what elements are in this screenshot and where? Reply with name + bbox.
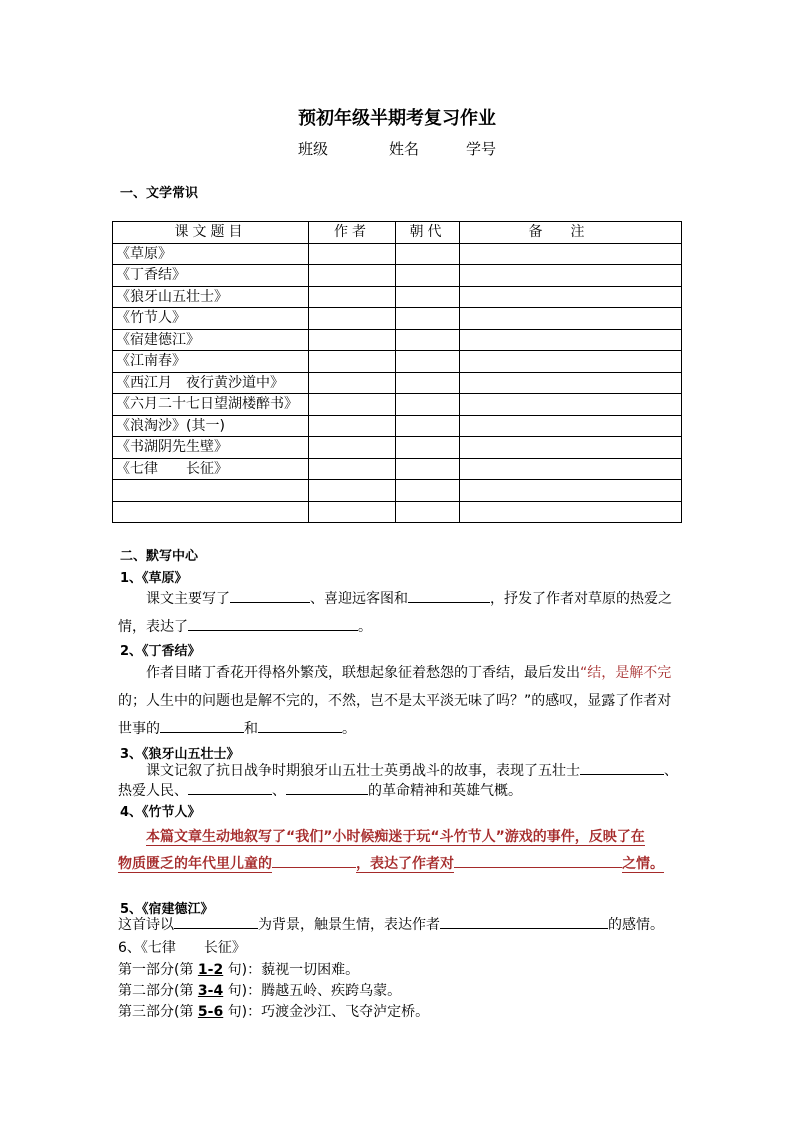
row-title: 《草原》 xyxy=(113,243,309,265)
table-row xyxy=(113,243,682,265)
row-title: 《丁香结》 xyxy=(113,265,309,287)
item-label-zhujie: 4、《竹节人》 xyxy=(120,805,201,820)
paragraph-dingxiang-3: 世事的 和 。 xyxy=(118,716,688,742)
fill-blank[interactable] xyxy=(272,853,356,868)
author-cell[interactable] xyxy=(309,286,396,308)
dynasty-cell[interactable] xyxy=(396,415,460,437)
table-row xyxy=(113,308,682,330)
row-title: 《江南春》 xyxy=(113,351,309,373)
row-title: 《竹节人》 xyxy=(113,308,309,330)
fill-blank[interactable] xyxy=(286,780,368,795)
notes-cell[interactable] xyxy=(460,415,682,437)
paragraph-zhujie: 本篇文章生动地叙写了“我们”小时候痴迷于玩“斗竹节人”游戏的事件，反映了在 xyxy=(146,829,645,845)
class-label: 班级 xyxy=(298,140,329,158)
table-row xyxy=(113,329,682,351)
header-notes: 备注 xyxy=(460,222,682,244)
author-cell[interactable] xyxy=(309,308,396,330)
row-title: 《宿建德江》 xyxy=(113,329,309,351)
fill-blank[interactable] xyxy=(454,853,622,868)
notes-cell[interactable] xyxy=(460,372,682,394)
notes-cell[interactable] xyxy=(460,394,682,416)
table-row xyxy=(113,351,682,373)
author-cell[interactable] xyxy=(309,372,396,394)
row-title: 《西江月 夜行黄沙道中》 xyxy=(113,372,309,394)
table-row xyxy=(113,437,682,459)
notes-cell[interactable] xyxy=(460,308,682,330)
notes-cell[interactable] xyxy=(460,329,682,351)
row-title: 《狼牙山五壮士》 xyxy=(113,286,309,308)
row-title: 《书湖阴先生壁》 xyxy=(113,437,309,459)
author-cell[interactable] xyxy=(309,437,396,459)
table-row xyxy=(113,286,682,308)
row-title[interactable] xyxy=(113,501,309,523)
section1-heading: 一、文学常识 xyxy=(120,186,199,201)
item-label-changzheng: 6、《七律 长征》 xyxy=(118,940,246,956)
paragraph-caoyuan-2: 情，表达了 。 xyxy=(118,614,688,640)
fill-blank[interactable] xyxy=(258,718,342,733)
author-cell[interactable] xyxy=(309,265,396,287)
item-label-caoyuan: 1、《草原》 xyxy=(120,571,188,586)
fill-blank[interactable] xyxy=(188,616,358,631)
dynasty-cell[interactable] xyxy=(396,329,460,351)
paragraph-dingxiang-2: 的；人生中的问题也是解不完的，不然，岂不是太平淡无味了吗？”的感叹，显露了作者对 xyxy=(118,693,672,709)
paragraph-sujiande: 这首诗以 为背景，触景生情，表达作者 的感情。 xyxy=(118,914,688,936)
table-row xyxy=(113,458,682,480)
notes-cell[interactable] xyxy=(460,458,682,480)
row-title: 《七律 长征》 xyxy=(113,458,309,480)
paragraph-langya-2: 热爱人民、 、 的革命精神和英雄气概。 xyxy=(118,780,688,801)
dynasty-cell[interactable] xyxy=(396,480,460,502)
author-cell[interactable] xyxy=(309,329,396,351)
table-row xyxy=(113,394,682,416)
row-title: 《六月二十七日望湖楼醉书》 xyxy=(113,394,309,416)
author-cell[interactable] xyxy=(309,394,396,416)
changzheng-part: 第三部分(第 5-6 句)：巧渡金沙江、飞夺泸定桥。 xyxy=(118,1004,430,1020)
notes-cell[interactable] xyxy=(460,265,682,287)
author-cell[interactable] xyxy=(309,458,396,480)
header-dynasty: 朝代 xyxy=(396,222,460,244)
fill-blank[interactable] xyxy=(230,588,310,603)
paragraph-dingxiang: 作者目睹丁香花开得格外繁茂，联想起象征着愁怨的丁香结，最后发出“结，是解不完 xyxy=(146,665,672,681)
fill-blank[interactable] xyxy=(188,780,272,795)
student-id-label: 学号 xyxy=(466,140,497,158)
dynasty-cell[interactable] xyxy=(396,394,460,416)
row-title: 《浪淘沙》(其一) xyxy=(113,415,309,437)
dynasty-cell[interactable] xyxy=(396,286,460,308)
table-row xyxy=(113,480,682,502)
notes-cell[interactable] xyxy=(460,501,682,523)
dynasty-cell[interactable] xyxy=(396,437,460,459)
author-cell[interactable] xyxy=(309,480,396,502)
notes-cell[interactable] xyxy=(460,480,682,502)
author-cell[interactable] xyxy=(309,415,396,437)
notes-cell[interactable] xyxy=(460,437,682,459)
fill-blank[interactable] xyxy=(440,914,608,929)
section2-heading: 二、默写中心 xyxy=(120,549,199,564)
table-row xyxy=(113,265,682,287)
table-header-row xyxy=(113,222,682,244)
dynasty-cell[interactable] xyxy=(396,243,460,265)
changzheng-part: 第一部分(第 1-2 句)：藐视一切困难。 xyxy=(118,962,360,978)
author-cell[interactable] xyxy=(309,351,396,373)
paragraph-caoyuan: 课文主要写了 、喜迎远客图和 ，抒发了作者对草原的热爱之 xyxy=(118,586,688,612)
paragraph-zhujie-2: 物质匮乏的年代里儿童的 ，表达了作者对 之情。 xyxy=(118,851,688,877)
dynasty-cell[interactable] xyxy=(396,265,460,287)
table-row xyxy=(113,415,682,437)
table-row xyxy=(113,501,682,523)
header-title: 课文题目 xyxy=(113,222,309,244)
notes-cell[interactable] xyxy=(460,243,682,265)
fill-blank[interactable] xyxy=(580,760,664,775)
name-label: 姓名 xyxy=(389,140,420,158)
changzheng-part: 第二部分(第 3-4 句)：腾越五岭、疾跨乌蒙。 xyxy=(118,983,402,999)
item-label-langya: 3、《狼牙山五壮士》 xyxy=(120,747,240,762)
header-author: 作者 xyxy=(309,222,396,244)
item-label-sujiande: 5、《宿建德江》 xyxy=(120,902,214,917)
dynasty-cell[interactable] xyxy=(396,308,460,330)
row-title[interactable] xyxy=(113,480,309,502)
fill-blank[interactable] xyxy=(160,718,244,733)
dynasty-cell[interactable] xyxy=(396,501,460,523)
literature-table xyxy=(112,221,682,523)
item-label-dingxiang: 2、《丁香结》 xyxy=(120,644,201,659)
dynasty-cell[interactable] xyxy=(396,458,460,480)
paragraph-langya: 课文记叙了抗日战争时期狼牙山五壮士英勇战斗的故事，表现了五壮士 、 xyxy=(118,760,688,781)
fill-blank[interactable] xyxy=(408,588,490,603)
dynasty-cell[interactable] xyxy=(396,372,460,394)
dynasty-cell[interactable] xyxy=(396,351,460,373)
fill-blank[interactable] xyxy=(174,914,258,929)
notes-cell[interactable] xyxy=(460,286,682,308)
page-title: 预初年级半期考复习作业 xyxy=(298,108,496,129)
table-row xyxy=(113,372,682,394)
author-cell[interactable] xyxy=(309,243,396,265)
author-cell[interactable] xyxy=(309,501,396,523)
notes-cell[interactable] xyxy=(460,351,682,373)
